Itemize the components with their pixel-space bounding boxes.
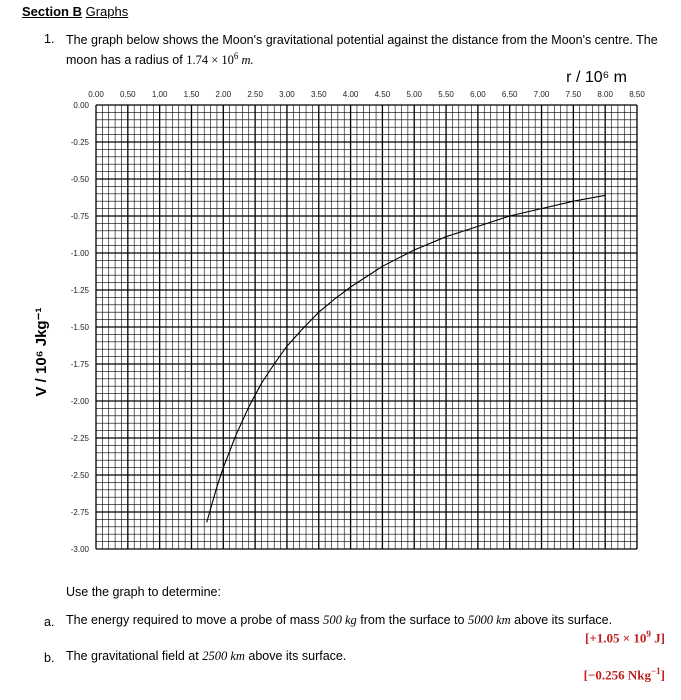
y-tick-label: -0.75 bbox=[70, 212, 89, 221]
y-tick-label: -0.25 bbox=[70, 138, 89, 147]
y-tick-label: -2.50 bbox=[70, 471, 89, 480]
y-tick-label: -2.00 bbox=[70, 397, 89, 406]
x-tick-label: 3.00 bbox=[279, 90, 295, 99]
x-tick-label: 8.50 bbox=[629, 90, 645, 99]
x-tick-label: 6.50 bbox=[501, 90, 518, 99]
x-tick-label: 4.50 bbox=[374, 90, 391, 99]
part-a-text: The energy required to move a probe of mass 500 kg from the surface to 5000 km above its surface. bbox=[66, 613, 613, 627]
x-tick-label: 6.00 bbox=[470, 90, 486, 99]
y-tick-label: -0.50 bbox=[70, 175, 89, 184]
question-number: 1. bbox=[44, 32, 55, 46]
radius-value: 1.74 × 10 bbox=[186, 53, 234, 68]
y-tick-labels bbox=[71, 101, 90, 554]
chart-grid bbox=[96, 105, 637, 549]
x-tick-label: 3.50 bbox=[310, 90, 327, 99]
y-tick-label: -3.00 bbox=[70, 545, 89, 554]
part-b-text: The gravitational field at 2500 km above its surface. bbox=[66, 649, 347, 663]
x-axis-label: r / 10⁶ m bbox=[566, 69, 627, 86]
part-a-letter: a. bbox=[44, 615, 55, 629]
x-tick-label: 7.50 bbox=[565, 90, 582, 99]
question-text: The graph below shows the Moon's gravitational potential against the distance from the Moon's centre. The moon has a radius of $1.74 \times 10^6$ m. bbox=[66, 33, 658, 68]
part-a-answer: [$+1.05 \times 10^9$ J] bbox=[585, 629, 665, 646]
potential-curve bbox=[207, 195, 606, 522]
x-tick-label: 4.00 bbox=[342, 90, 359, 99]
x-tick-label: 1.00 bbox=[151, 90, 168, 99]
instructions: Use the graph to determine: bbox=[66, 585, 221, 599]
x-tick-label: 5.00 bbox=[406, 90, 423, 99]
y-axis-label: V / 10⁶ Jkg⁻¹ bbox=[33, 307, 50, 397]
x-tick-label: 8.00 bbox=[597, 90, 613, 99]
x-tick-label: 5.50 bbox=[438, 90, 454, 99]
x-tick-label: 0.50 bbox=[120, 90, 136, 99]
x-tick-label: 2.50 bbox=[247, 90, 263, 99]
y-tick-label: -2.75 bbox=[70, 508, 89, 517]
y-tick-label: -1.50 bbox=[70, 323, 89, 332]
x-tick-labels bbox=[88, 90, 645, 99]
part-b-letter: b. bbox=[44, 651, 55, 665]
x-tick-label: 7.00 bbox=[533, 90, 550, 99]
y-tick-label: -2.25 bbox=[70, 434, 89, 443]
y-tick-label: -1.75 bbox=[70, 360, 89, 369]
part-b-answer: [−0.256 Nkg$^{-1}$] bbox=[583, 666, 665, 683]
x-tick-label: 0.00 bbox=[88, 90, 104, 99]
y-tick-label: -1.00 bbox=[70, 249, 89, 258]
y-tick-label: 0.00 bbox=[73, 101, 89, 110]
section-heading: Section B Graphs bbox=[22, 4, 129, 19]
x-tick-label: 2.00 bbox=[215, 90, 232, 99]
y-tick-label: -1.25 bbox=[70, 286, 89, 295]
x-tick-label: 1.50 bbox=[183, 90, 200, 99]
